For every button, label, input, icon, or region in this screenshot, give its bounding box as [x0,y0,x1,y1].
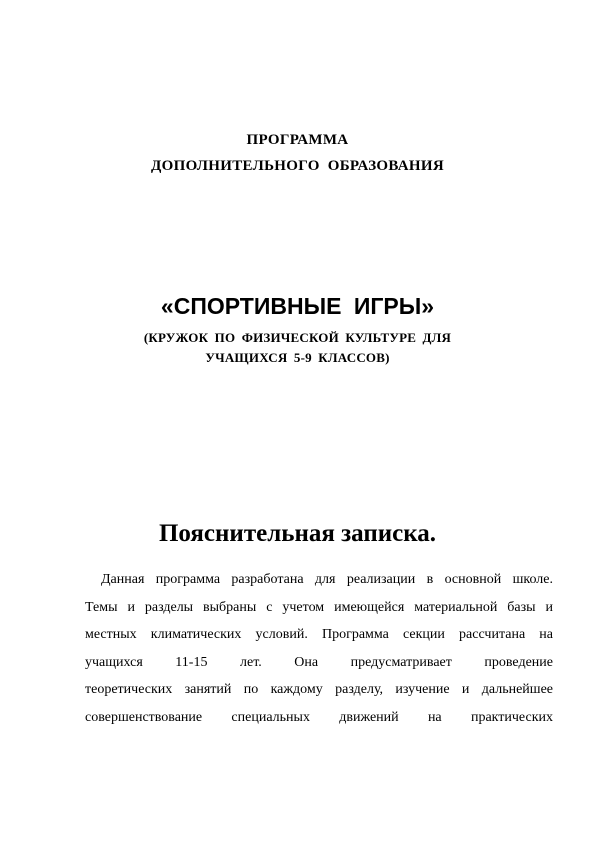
body-line: теоретических занятий по каждому разделу, изучение и дальнейшее [85,682,553,697]
body-paragraph [85,566,553,731]
body-line: Данная программа разработана для реализации в основной школе. [101,572,553,587]
section-heading: Пояснительная записка. [158,520,437,547]
body-line: Темы и разделы выбраны с учетом имеющейся материальной базы и [85,599,553,615]
body-line: совершенствование специальных движений на практических [85,709,553,725]
program-heading [0,130,595,176]
program-heading-line1: ПРОГРАММА [246,132,349,148]
program-subtitle-line2: УЧАЩИХСЯ 5-9 КЛАССОВ) [205,350,390,365]
program-subtitle [0,329,595,366]
body-line: учащихся 11-15 лет. Она предусматривает проведение [85,654,553,670]
program-subtitle-line1: (КРУЖОК ПО ФИЗИЧЕСКОЙ КУЛЬТУРЕ ДЛЯ [143,330,452,345]
program-title: «СПОРТИВНЫЕ ИГРЫ» [160,293,435,319]
program-heading-line2: ДОПОЛНИТЕЛЬНОГО ОБРАЗОВАНИЯ [151,158,444,174]
body-line: местных климатических условий. Программа секции рассчитана на [85,627,553,642]
